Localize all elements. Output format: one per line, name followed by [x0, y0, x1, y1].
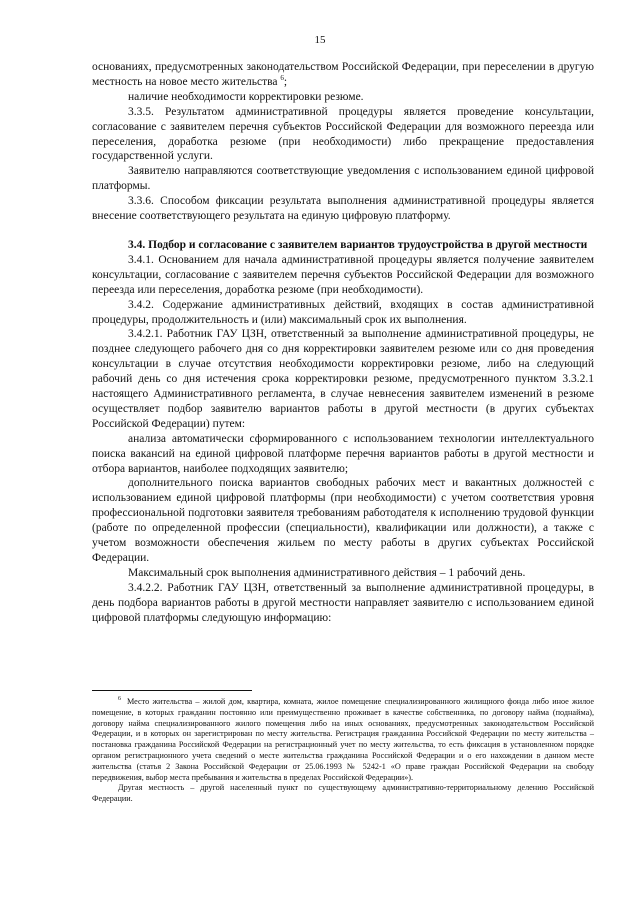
footnote — [92, 697, 594, 805]
paragraph: 3.4.2.2. Работник ГАУ ЦЗН, ответственный за выполнение административной процедуры, в день подбора вариантов работы в другой местности направляет заявителю с использованием единой цифровой платформы следующую информацию: — [92, 581, 594, 624]
paragraph: 3.4.2.1. Работник ГАУ ЦЗН, ответственный за выполнение административной процедуры, не позднее следующего рабочего дня со дня корректировки заявителем резюме или со дня проведения консультации в случае отсутствия необходимости корректировки резюме, либо на следующий рабочий день со дня истечения срока корректировки резюме, предусмотренного пунктом 3.3.2.1 настоящего Административного регламента, в случае невнесения заявителем изменений в резюме осуществляет подбор заявителю вариантов работы в другой местности (в других субъектах Российской Федерации) путем: — [92, 328, 594, 430]
document-body — [92, 60, 594, 626]
paragraph: Максимальный срок выполнения административного действия – 1 рабочий день. — [128, 566, 526, 579]
paragraph: наличие необходимости корректировки резюме. — [128, 90, 364, 103]
paragraph: Заявителю направляются соответствующие уведомления с использованием единой цифровой платформы. — [92, 165, 594, 193]
footnote-marker: 6 — [118, 696, 121, 703]
footnote-reference[interactable]: 6 — [280, 74, 284, 83]
paragraph: 3.3.6. Способом фиксации результата выполнения административной процедуры является внесение соответствующего результата на единую цифровую платформу. — [92, 195, 594, 223]
paragraph: основаниях, предусмотренных законодательством Российской Федерации, при переселении в другую местность на новое место жительства $^6$; — [92, 61, 594, 88]
section-heading: 3.4. Подбор и согласование с заявителем вариантов трудоустройства в другой местности — [128, 238, 588, 251]
paragraph: 3.4.2. Содержание административных действий, входящих в состав административной процедуры, продолжительность и (или) максимальный срок их выполнения. — [92, 298, 594, 326]
footnote-divider — [92, 690, 252, 691]
page-number: 15 — [314, 34, 326, 46]
paragraph: дополнительного поиска вариантов свободных рабочих мест и вакантных должностей с использованием единой цифровой платформы (при необходимости) с учетом соответствия уровня профессиональной подготовки заявителя требованиям работодателя к исполнению трудовой функции (работе по определенной профессии (специальности), квалификации или должности), а также с учетом возможности обеспечения жильем по месту работы в других субъектах Российской Федерации. — [92, 477, 594, 564]
footnote-paragraph: $^6$ Место жительства – жилой дом, квартира, комната, жилое помещение специализированного жилищного фонда либо иное жилое помещение, в которых гражданин постоянно или преимущественно проживает в качестве собственника, по договору найма (поднайма), договору найма специализированного жилого помещения либо на иных основаниях, предусмотренных законодательством Российской Федерации, и в которых он зарегистрирован по месту жительства. Регистрация гражданина Российской Федерации по месту жительства – постановка гражданина Российской Федерации на регистрационный учет по месту жительства, то есть фиксация в установленном порядке органом регистрационного учета сведений о месте жительства гражданина Российской Федерации и о его нахождении в данном месте жительства (статья 2 Закона Российской Федерации от 25.06.1993 № 5242-1 «О праве граждан Российской Федерации на свободу передвижения, выбор места пребывания и жительства в пределах Российской Федерации»). — [92, 696, 594, 782]
paragraph: 3.4.1. Основанием для начала административной процедуры является получение заявителем консультации, согласование с заявителем перечня субъектов Российской Федерации для возможного переезда или переселения, доработка резюме (при необходимости). — [92, 253, 594, 296]
paragraph: анализа автоматически сформированного с использованием технологии интеллектуального поиска вакансий на единой цифровой платформе перечня вариантов работы в другой местности и отбора вариантов, наиболее подходящих заявителю; — [92, 432, 594, 475]
paragraph: 3.3.5. Результатом административной процедуры является проведение консультации, согласование с заявителем перечня субъектов Российской Федерации для возможного переезда или переселения, доработка резюме (при необходимости) либо прекращение предоставления государственной услуги. — [92, 105, 594, 163]
footnote-paragraph: Другая местность – другой населенный пункт по существующему административно-территориальному делению Российской Федерации. — [92, 783, 594, 804]
